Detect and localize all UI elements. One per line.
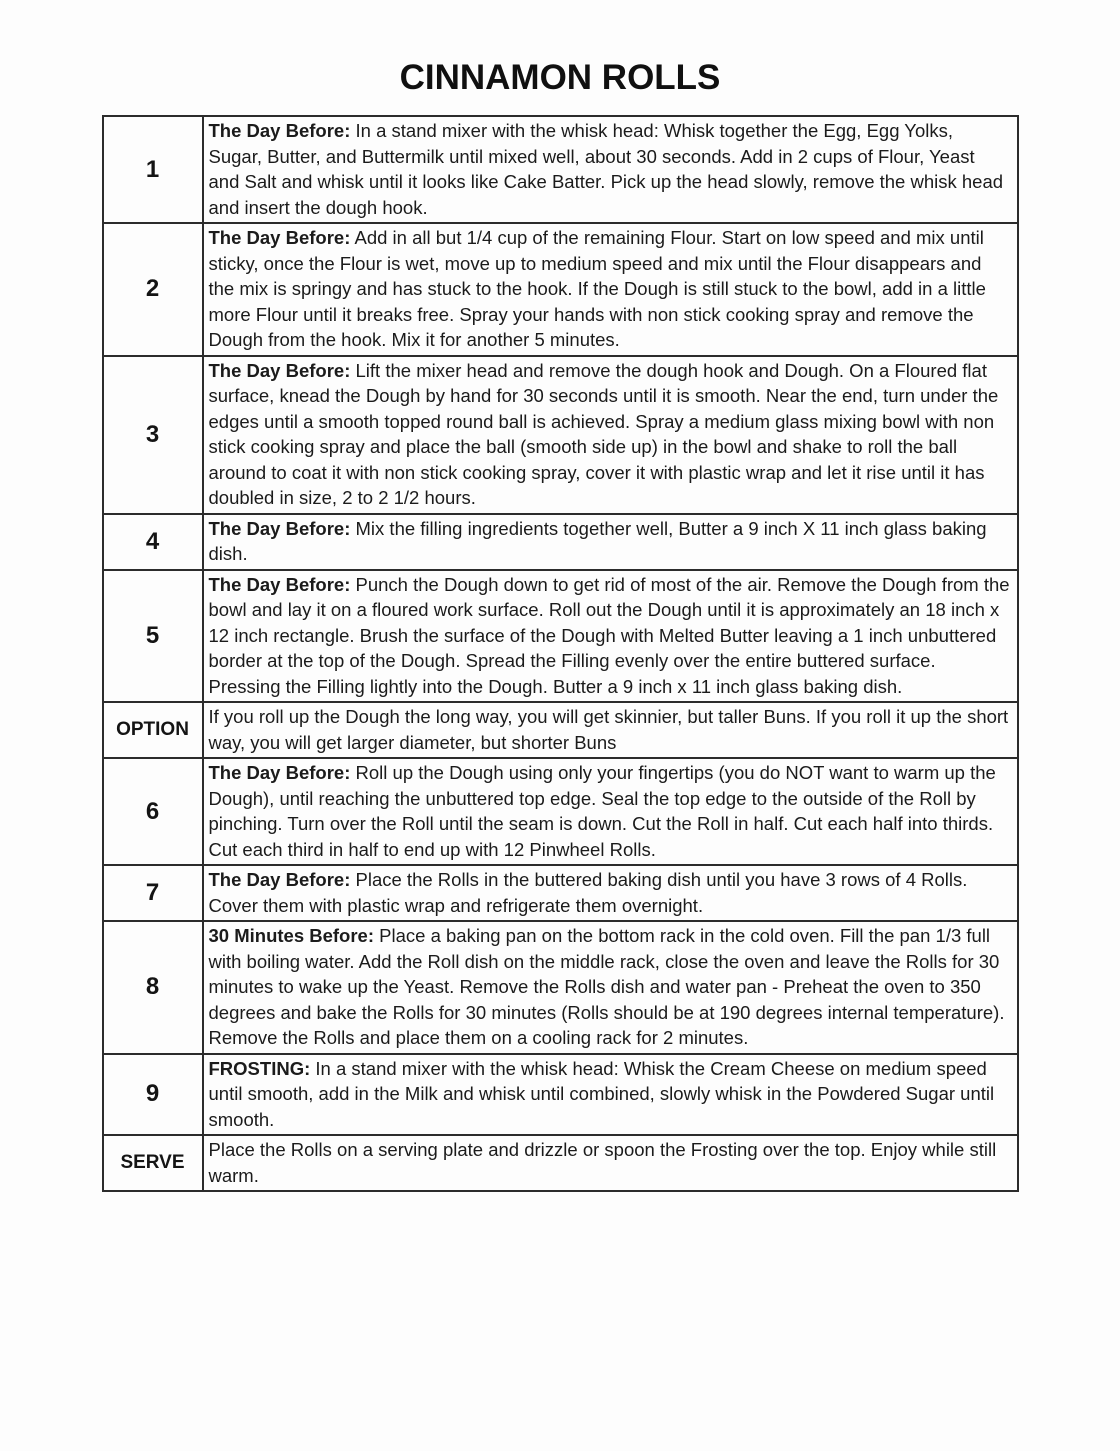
step-prefix: The Day Before: — [208, 573, 351, 595]
step-label: 7 — [103, 865, 203, 921]
step-text: Place a baking pan on the bottom rack in the cold oven. Fill the pan 1/3 full with boiling water. Add the Roll dish on the middle rack, close the oven and leave the Rolls for 30 minutes to wake up the Yeast. Remove the Rolls dish and water pan - Preheat the oven to 350 degrees and bake the Rolls for 30 minutes (Rolls should be at 190 degrees internal temperature). Remove the Rolls and place them on a cooling rack for 2 minutes. — [208, 925, 1005, 1048]
step-instructions — [203, 514, 1018, 570]
step-text: In a stand mixer with the whisk head: Whisk together the Egg, Egg Yolks, Sugar, Butter, and Buttermilk until mixed well, about 30 seconds. Add in 2 cups of Flour, Yeast and Salt and whisk until it looks like Cake Batter. Pick up the head slowly, remove the whisk head and insert the dough hook. — [208, 120, 1004, 218]
step-label: 1 — [103, 116, 203, 223]
step-instructions — [203, 223, 1018, 356]
step-prefix: FROSTING: — [208, 1057, 311, 1079]
step-label: 2 — [103, 223, 203, 356]
step-prefix: The Day Before: — [208, 120, 351, 141]
step-prefix: The Day Before: — [208, 517, 351, 539]
step-text: Place the Rolls in the buttered baking dish until you have 3 rows of 4 Rolls. Cover them with plastic wrap and refrigerate them overnight. — [208, 869, 968, 916]
step-instructions — [203, 921, 1018, 1054]
table-row — [103, 921, 1018, 1054]
step-prefix: 30 Minutes Before: — [208, 925, 375, 946]
step-label: 9 — [103, 1054, 203, 1136]
table-row — [103, 1054, 1018, 1136]
step-text: Add in all but 1/4 cup of the remaining Flour. Start on low speed and mix until sticky, once the Flour is wet, move up to medium speed and mix until the Flour disappears and the mix is springy and has stuck to the hook. If the Dough is still stuck to the bowl, add in a little more Flour until it breaks free. Spray your hands with non stick cooking spray and remove the Dough from the hook. Mix it for another 5 minutes. — [208, 227, 986, 350]
table-row — [103, 1135, 1018, 1191]
step-text: Place the Rolls on a serving plate and drizzle or spoon the Frosting over the top. Enjoy while still warm. — [208, 1139, 997, 1186]
step-text: Mix the filling ingredients together well, Butter a 9 inch X 11 inch glass baking dish. — [208, 517, 987, 564]
step-instructions — [203, 116, 1018, 223]
step-label: 3 — [103, 356, 203, 514]
step-text: If you roll up the Dough the long way, you will get skinnier, but taller Buns. If you roll it up the short way, you will get larger diameter, but shorter Buns — [208, 706, 1009, 753]
step-instructions — [203, 758, 1018, 865]
table-row — [103, 702, 1018, 758]
step-instructions — [203, 570, 1018, 703]
step-label: 8 — [103, 921, 203, 1054]
step-instructions — [203, 702, 1018, 758]
step-instructions — [203, 865, 1018, 921]
step-text: Roll up the Dough using only your fingertips (you do NOT want to warm up the Dough), until reaching the unbuttered top edge. Seal the top edge to the outside of the Roll by pinching. Turn over the Roll until the seam is down. Cut the Roll in half. Cut each half into thirds. Cut each third in half to end up with 12 Pinwheel Rolls. — [208, 762, 996, 860]
step-label: 5 — [103, 570, 203, 703]
step-instructions — [203, 1054, 1018, 1136]
table-row — [103, 116, 1018, 223]
table-row — [103, 865, 1018, 921]
table-row — [103, 758, 1018, 865]
step-text: Lift the mixer head and remove the dough hook and Dough. On a Floured flat surface, knead the Dough by hand for 30 seconds until it is smooth. Near the end, turn under the edges until a smooth topped round ball is achieved. Spray a medium glass mixing bowl with non stick cooking spray and place the ball (smooth side up) in the bowl and shake to roll the ball around to coat it with non stick cooking spray, cover it with plastic wrap and let it rise until it has doubled in size, 2 to 2 1/2 hours. — [208, 359, 999, 508]
page-title: CINNAMON ROLLS — [399, 58, 721, 97]
step-prefix: The Day Before: — [208, 869, 351, 890]
step-prefix: The Day Before: — [208, 762, 351, 783]
table-row — [103, 570, 1018, 703]
step-text: In a stand mixer with the whisk head: Whisk the Cream Cheese on medium speed until smooth, add in the Milk and whisk until combined, slowly whisk in the Powdered Sugar until smooth. — [208, 1057, 995, 1130]
recipe-table — [102, 115, 1019, 1192]
step-instructions — [203, 356, 1018, 514]
table-row — [103, 356, 1018, 514]
recipe-table-body — [103, 116, 1018, 1191]
step-prefix: The Day Before: — [208, 359, 351, 381]
table-row — [103, 223, 1018, 356]
step-text: Punch the Dough down to get rid of most of the air. Remove the Dough from the bowl and lay it on a floured work surface. Roll out the Dough until it is approximately an 18 inch x 12 inch rectangle. Brush the surface of the Dough with Melted Butter leaving a 1 inch unbuttered border at the top of the Dough. Spread the Filling evenly over the entire buttered surface. Pressing the Filling lightly into the Dough. Butter a 9 inch x 11 inch glass baking dish. — [208, 573, 1010, 697]
step-label: 4 — [103, 514, 203, 570]
table-row — [103, 514, 1018, 570]
step-prefix: The Day Before: — [208, 227, 351, 248]
step-label: 6 — [103, 758, 203, 865]
step-label: SERVE — [103, 1135, 203, 1191]
step-instructions — [203, 1135, 1018, 1191]
step-label: OPTION — [103, 702, 203, 758]
